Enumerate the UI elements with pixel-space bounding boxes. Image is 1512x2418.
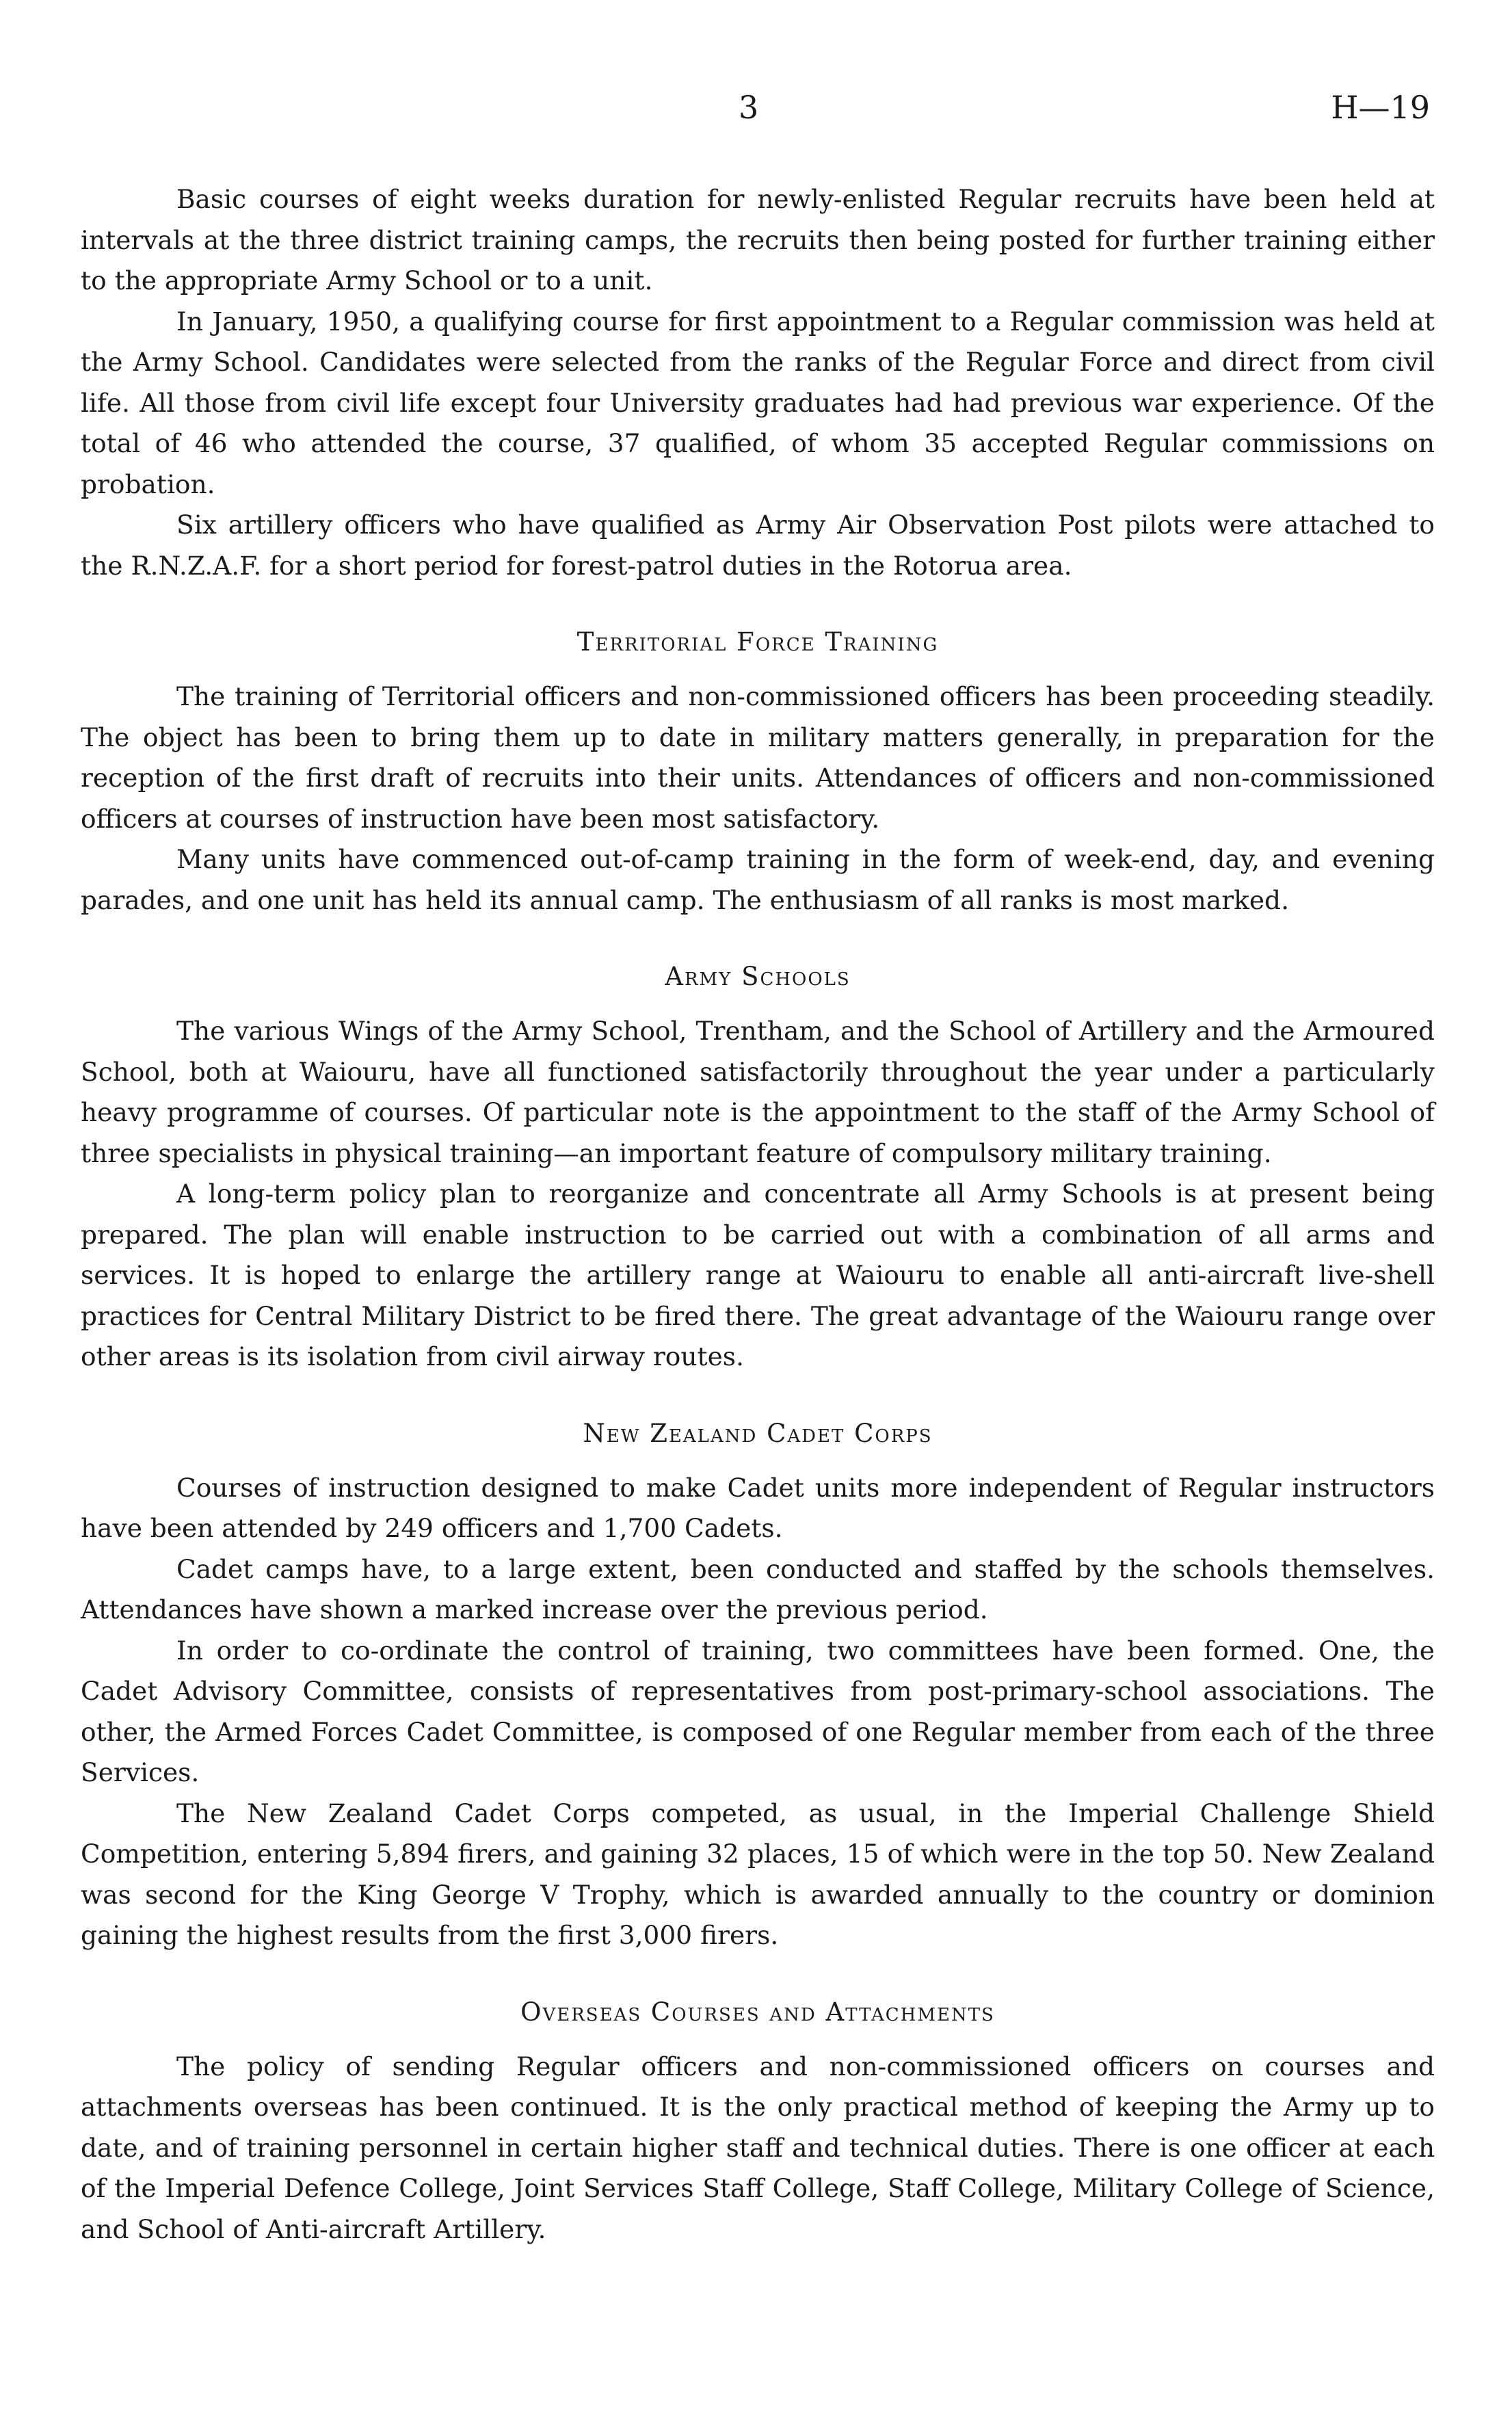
paragraph: The New Zealand Cadet Corps competed, as usual, in the Imperial Challenge Shield Competition, entering 5,894 firers, and gaining 32 places, 15 of which were in the top 50. New Zealand was second for the King George V Trophy, which is awarded annually to the country or dominion gaining the highest results from the first 3,000 firers.	[81, 1798, 1435, 1950]
page-number: 3	[739, 89, 759, 126]
paragraph: A long-term policy plan to reorganize and concentrate all Army Schools is at present being prepared. The plan will enable instruction to be carried out with a combination of all arms and services. It is hoped to enlarge the artillery range at Waiouru to enable all anti-aircraft live-shell practices for Central Military District to be fired there. The great advantage of the Waiouru range over other areas is its isolation from civil airway routes.	[81, 1179, 1435, 1371]
paragraph: Basic courses of eight weeks duration for newly-enlisted Regular recruits have been held at intervals at the three district training camps, the recruits then being posted for further training either to the appropriate Army School or to a unit.	[81, 184, 1435, 295]
paragraph: Many units have commenced out-of-camp training in the form of week-end, day, and evening parades, and one unit has held its annual camp. The enthusiasm of all ranks is most marked.	[81, 844, 1435, 915]
running-head	[0, 89, 1512, 137]
paragraph: The various Wings of the Army School, Trentham, and the School of Artillery and the Armoured School, both at Waiouru, have all functioned satisfactorily throughout the year under a particularly heavy programme of courses. Of particular note is the appointment to the staff of the Army School of three specialists in physical training—an important feature of compulsory military training.	[81, 1016, 1435, 1168]
section-heading: Army Schools	[665, 962, 851, 991]
paragraph: The policy of sending Regular officers and non-commissioned officers on courses and attachments overseas has been continued. It is the only practical method of keeping the Army up to date, and of training personnel in certain higher staff and technical duties. There is one officer at each of the Imperial Defence College, Joint Services Staff College, Staff College, Military College of Science, and School of Anti-aircraft Artillery.	[81, 2051, 1435, 2244]
section-heading: Territorial Force Training	[576, 627, 939, 657]
document-reference: H—19	[1331, 89, 1430, 126]
section-heading: Overseas Courses and Attachments	[520, 1997, 995, 2027]
paragraph: In order to co-ordinate the control of training, two committees have been formed. One, the Cadet Advisory Committee, consists of representatives from post-primary-school associations. The other, the Armed Forces Cadet Committee, is composed of one Regular member from each of the three Services.	[81, 1635, 1435, 1787]
section-heading: New Zealand Cadet Corps	[583, 1418, 933, 1448]
paragraph: The training of Territorial officers and non-commissioned officers has been proceeding steadily. The object has been to bring them up to date in military matters generally, in preparation for the reception of the first draft of recruits into their units. Attendances of officers and non-commissioned officers at courses of instruction have been most satisfactory.	[81, 681, 1435, 834]
paragraph: Cadet camps have, to a large extent, been conducted and staffed by the schools themselves. Attendances have shown a marked increase over the previous period.	[81, 1553, 1435, 1625]
paragraph: In January, 1950, a qualifying course for first appointment to a Regular commission was held at the Army School. Candidates were selected from the ranks of the Regular Force and direct from civil life. All those from civil life except four University graduates had had previous war experience. Of the total of 46 who attended the course, 37 qualified, of whom 35 accepted Regular commissions on probation.	[81, 306, 1435, 499]
body-text	[81, 179, 1435, 2250]
paragraph: Courses of instruction designed to make Cadet units more independent of Regular instructors have been attended by 249 officers and 1,700 Cadets.	[81, 1472, 1435, 1543]
paragraph: Six artillery officers who have qualified as Army Air Observation Post pilots were attached to the R.N.Z.A.F. for a short period for forest-patrol duties in the Rotorua area.	[81, 510, 1435, 581]
